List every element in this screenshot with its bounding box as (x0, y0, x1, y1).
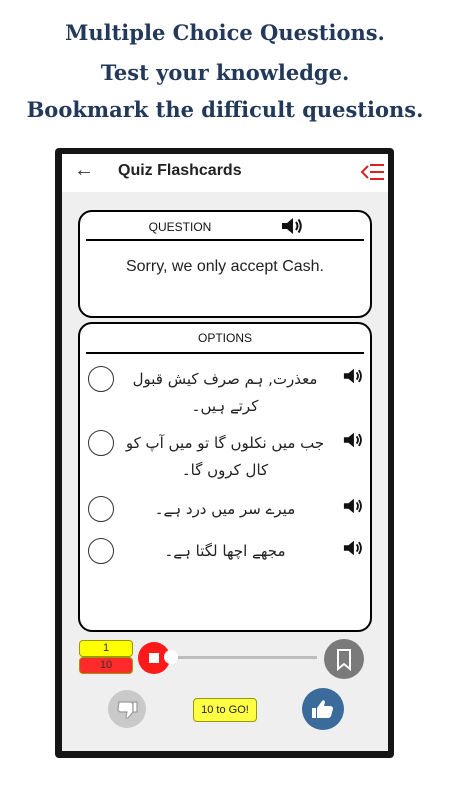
app-screen (62, 154, 388, 751)
menu-arrow-icon[interactable] (360, 162, 386, 182)
speaker-icon[interactable] (280, 215, 304, 237)
option-radio[interactable] (88, 366, 114, 392)
bookmark-button[interactable] (324, 639, 364, 679)
remaining-counter: 10 to GO! (193, 698, 257, 722)
question-divider (86, 239, 364, 241)
speaker-icon[interactable] (342, 366, 364, 386)
next-button[interactable] (302, 688, 344, 730)
option-text: میرے سر میں درد ہے۔ (154, 500, 296, 518)
question-header: QUESTION (148, 220, 212, 234)
option-text: جب میں نکلوں گا تو میں آپ کو کال کروں گا۔ (125, 434, 325, 479)
option-text: معذرت, ہم صرف کیش قبول کرتے ہیں۔ (132, 370, 318, 415)
options-header: OPTIONS (197, 331, 252, 345)
thumbs-down-icon (108, 690, 146, 728)
app-title: Quiz Flashcards (118, 162, 242, 179)
promo-line-3: Bookmark the difficult questions. (26, 97, 424, 122)
speaker-icon[interactable] (342, 538, 364, 558)
option-radio[interactable] (88, 538, 114, 564)
promo-line-1: Multiple Choice Questions. (65, 20, 385, 45)
options-divider (86, 352, 364, 354)
app-bar (62, 154, 388, 192)
progress-slider-track[interactable] (157, 656, 317, 659)
question-card (78, 210, 372, 318)
thumbs-up-icon (302, 688, 344, 730)
progress-slider-handle[interactable] (164, 650, 178, 664)
promo-line-2: Test your knowledge. (100, 60, 350, 85)
speaker-icon[interactable] (342, 430, 364, 450)
current-question-badge: 1 (79, 640, 133, 657)
arrow-left-icon[interactable]: ← (74, 159, 94, 181)
bookmark-icon (324, 639, 364, 679)
option-text: مجھے اچھا لگتا ہے۔ (164, 542, 286, 560)
total-questions-badge: 10 (79, 657, 133, 674)
option-radio[interactable] (88, 430, 114, 456)
speaker-icon[interactable] (342, 496, 364, 516)
question-text: Sorry, we only accept Cash. (125, 258, 324, 275)
option-radio[interactable] (88, 496, 114, 522)
previous-button[interactable] (108, 690, 146, 728)
options-card (78, 322, 372, 632)
